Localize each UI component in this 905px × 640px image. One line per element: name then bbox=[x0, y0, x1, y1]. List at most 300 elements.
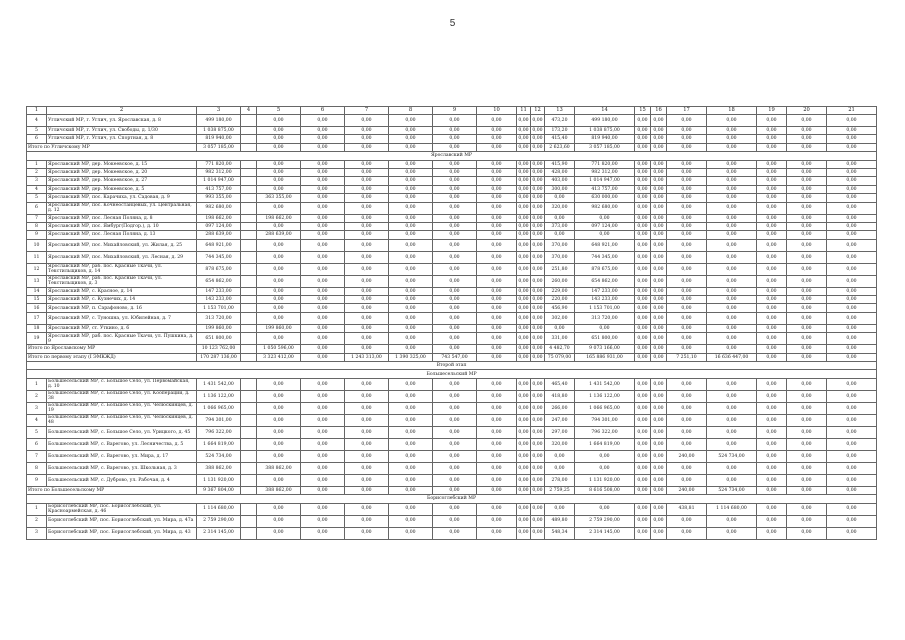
row-number-cell: 16 bbox=[27, 304, 47, 312]
value-cell: 2 314 145,00 bbox=[575, 527, 635, 539]
value-cell: 0,00 bbox=[301, 324, 345, 332]
value-cell: 0,00 bbox=[531, 390, 545, 402]
value-cell: 0,00 bbox=[257, 185, 301, 193]
value-cell: 0,00 bbox=[517, 390, 531, 402]
value-cell: 0,00 bbox=[787, 115, 827, 127]
value-cell: 0,00 bbox=[827, 426, 877, 438]
value-cell: 0,00 bbox=[301, 263, 345, 275]
value-cell: 0,00 bbox=[787, 296, 827, 304]
value-cell: 0,00 bbox=[389, 378, 433, 390]
value-cell: 0,00 bbox=[433, 135, 477, 143]
value-cell: 0,00 bbox=[301, 275, 345, 287]
value-cell: 0,00 bbox=[257, 127, 301, 135]
value-cell: 0,00 bbox=[433, 503, 477, 515]
value-cell: 878 675,00 bbox=[197, 263, 241, 275]
value-cell: 0,00 bbox=[667, 474, 707, 486]
subtotal-row bbox=[27, 353, 877, 361]
address-cell: Борисоглебский МР, пос. Борисоглебский, ул. Мира, д. 47а bbox=[47, 515, 197, 527]
value-cell: 1 136 122,00 bbox=[197, 390, 241, 402]
value-cell: 0,00 bbox=[389, 160, 433, 168]
value-cell: 0,00 bbox=[787, 503, 827, 515]
value-cell: 0,00 bbox=[787, 127, 827, 135]
value-cell bbox=[241, 135, 257, 143]
value-cell: 0,00 bbox=[345, 474, 389, 486]
value-cell: 0,00 bbox=[389, 304, 433, 312]
row-number-cell: 3 bbox=[27, 402, 47, 414]
value-cell: 415,40 bbox=[545, 135, 575, 143]
column-number-cell: 3 bbox=[197, 107, 241, 115]
value-cell: 0,00 bbox=[257, 414, 301, 426]
value-cell: 0,00 bbox=[827, 414, 877, 426]
value-cell: 247,00 bbox=[545, 414, 575, 426]
row-number-cell: 11 bbox=[27, 251, 47, 263]
value-cell: 0,00 bbox=[531, 402, 545, 414]
value-cell: 0,00 bbox=[477, 251, 517, 263]
value-cell: 0,00 bbox=[575, 231, 635, 239]
value-cell: 771 820,00 bbox=[197, 160, 241, 168]
value-cell: 0,00 bbox=[707, 426, 757, 438]
value-cell: 251,80 bbox=[545, 263, 575, 275]
value-cell: 0,00 bbox=[635, 390, 651, 402]
value-cell: 2 759 290,00 bbox=[197, 515, 241, 527]
address-cell: Большесельский МР, с. Варегово, ул. Лесничества, д. 5 bbox=[47, 438, 197, 450]
value-cell bbox=[241, 143, 257, 151]
value-cell: 0,00 bbox=[707, 194, 757, 202]
value-cell: 0,00 bbox=[301, 239, 345, 251]
value-cell: 982 312,00 bbox=[575, 168, 635, 176]
value-cell: 0,00 bbox=[433, 414, 477, 426]
value-cell: 0,00 bbox=[707, 324, 757, 332]
value-cell: 0,00 bbox=[651, 527, 667, 539]
value-cell: 1 243 313,00 bbox=[345, 353, 389, 361]
value-cell bbox=[241, 333, 257, 345]
value-cell: 147 233,00 bbox=[197, 287, 241, 295]
value-cell: 0,00 bbox=[651, 378, 667, 390]
value-cell: 0,00 bbox=[635, 503, 651, 515]
value-cell: 0,00 bbox=[707, 185, 757, 193]
value-cell: 0,00 bbox=[257, 333, 301, 345]
value-cell: 0,00 bbox=[389, 345, 433, 353]
value-cell bbox=[241, 312, 257, 324]
value-cell: 794 301,00 bbox=[575, 414, 635, 426]
value-cell: 0,00 bbox=[518, 195, 529, 201]
value-cell: 0,00 bbox=[757, 426, 787, 438]
row-number-cell: 2 bbox=[27, 515, 47, 527]
value-cell: 0,00 bbox=[635, 450, 651, 462]
row-number-cell: 9 bbox=[27, 474, 47, 486]
value-cell: 0,00 bbox=[635, 222, 651, 230]
column-number-cell: 2 bbox=[47, 107, 197, 115]
value-cell: 0,00 bbox=[517, 378, 531, 390]
value-cell: 0,00 bbox=[532, 305, 543, 311]
row-number-cell: 6 bbox=[27, 135, 47, 143]
value-cell: 0,00 bbox=[651, 438, 667, 450]
value-cell: 0,00 bbox=[477, 390, 517, 402]
value-cell: 0,00 bbox=[757, 324, 787, 332]
value-cell: 993 355,00 bbox=[197, 194, 241, 202]
column-number-cell: 15 bbox=[635, 107, 651, 115]
row-number-cell: 3 bbox=[27, 527, 47, 539]
value-cell: 0,00 bbox=[518, 346, 529, 352]
value-cell: 0,00 bbox=[301, 143, 345, 151]
value-cell: 0,00 bbox=[635, 263, 651, 275]
value-cell: 1 114 680,00 bbox=[707, 503, 757, 515]
value-cell: 796 322,00 bbox=[197, 426, 241, 438]
value-cell: 302,00 bbox=[545, 312, 575, 324]
value-cell: 0,00 bbox=[518, 144, 529, 150]
value-cell: 0,00 bbox=[707, 160, 757, 168]
value-cell: 0,00 bbox=[757, 390, 787, 402]
table-row bbox=[27, 135, 877, 143]
address-cell: Угличский МР, г. Углич, ул. Ярославская, д. 8 bbox=[47, 115, 197, 127]
value-cell: 0,00 bbox=[651, 450, 667, 462]
value-cell: 499 180,00 bbox=[197, 115, 241, 127]
address-cell: Ярославский МР, дер. Мокеевское, д. 5 bbox=[47, 185, 197, 193]
value-cell: 0,00 bbox=[301, 462, 345, 474]
value-cell: 0,00 bbox=[345, 378, 389, 390]
value-cell: 0,00 bbox=[787, 402, 827, 414]
value-cell bbox=[241, 414, 257, 426]
value-cell: 0,00 bbox=[301, 353, 345, 361]
value-cell: 0,00 bbox=[257, 115, 301, 127]
row-number-cell: 6 bbox=[27, 438, 47, 450]
address-cell: Ярославский МР, дер. Мокеевское, д. 15 bbox=[47, 160, 197, 168]
value-cell: 0,00 bbox=[635, 214, 651, 222]
value-cell: 198 662,00 bbox=[197, 214, 241, 222]
value-cell: 288 639,00 bbox=[197, 231, 241, 239]
row-number-cell: 4 bbox=[27, 185, 47, 193]
value-cell: 0,00 bbox=[257, 168, 301, 176]
address-cell: Ярославский МР, с. Туношна, ул. Юбилейная, д. 7 bbox=[47, 312, 197, 324]
value-cell: 0,00 bbox=[517, 402, 531, 414]
value-cell: 266,00 bbox=[545, 402, 575, 414]
value-cell: 1 136 122,00 bbox=[575, 390, 635, 402]
table-row bbox=[27, 194, 877, 202]
value-cell: 0,00 bbox=[827, 222, 877, 230]
value-cell: 0,00 bbox=[477, 414, 517, 426]
value-cell: 0,00 bbox=[532, 325, 543, 331]
value-cell: 0,00 bbox=[827, 527, 877, 539]
row-number-cell: 7 bbox=[27, 450, 47, 462]
value-cell: 0,00 bbox=[827, 127, 877, 135]
table-row bbox=[27, 312, 877, 324]
value-cell: 0,00 bbox=[827, 312, 877, 324]
value-cell: 173,20 bbox=[545, 127, 575, 135]
value-cell: 0,00 bbox=[667, 324, 707, 332]
value-cell: 0,00 bbox=[389, 527, 433, 539]
address-cell: Угличский МР, г. Углич, ул. Свободы, д. 1/30 bbox=[47, 127, 197, 135]
value-cell: 0,00 bbox=[757, 474, 787, 486]
row-number-cell: 18 bbox=[27, 324, 47, 332]
value-cell: 0,00 bbox=[477, 185, 517, 193]
value-cell: 0,00 bbox=[651, 333, 667, 345]
value-cell: 0,00 bbox=[787, 202, 827, 214]
value-cell: 0,00 bbox=[433, 296, 477, 304]
value-cell bbox=[241, 390, 257, 402]
value-cell: 0,00 bbox=[301, 402, 345, 414]
table-row bbox=[27, 438, 877, 450]
value-cell: 0,00 bbox=[345, 462, 389, 474]
value-cell: 0,00 bbox=[757, 115, 787, 127]
value-cell: 0,00 bbox=[707, 135, 757, 143]
value-cell: 0,00 bbox=[345, 390, 389, 402]
value-cell: 0,00 bbox=[389, 251, 433, 263]
value-cell: 0,00 bbox=[345, 527, 389, 539]
value-cell: 1 014 947,00 bbox=[197, 177, 241, 185]
value-cell: 0,00 bbox=[827, 160, 877, 168]
address-cell: Ярославский МР, п. Сарафоново, д. 16 bbox=[47, 304, 197, 312]
value-cell: 654 862,00 bbox=[575, 275, 635, 287]
value-cell: 0,00 bbox=[477, 287, 517, 295]
value-cell: 0,00 bbox=[257, 177, 301, 185]
value-cell: 524 734,00 bbox=[707, 450, 757, 462]
value-cell: 0,00 bbox=[787, 194, 827, 202]
value-cell bbox=[241, 239, 257, 251]
value-cell: 0,00 bbox=[345, 160, 389, 168]
value-cell: 0,00 bbox=[301, 168, 345, 176]
value-cell: 0,00 bbox=[345, 450, 389, 462]
value-cell: 0,00 bbox=[433, 378, 477, 390]
value-cell: 796 322,00 bbox=[575, 426, 635, 438]
value-cell: 0,00 bbox=[257, 515, 301, 527]
value-cell bbox=[241, 378, 257, 390]
table-row bbox=[27, 214, 877, 222]
value-cell: 0,00 bbox=[433, 287, 477, 295]
value-cell: 0,00 bbox=[477, 263, 517, 275]
value-cell: 388 862,00 bbox=[257, 486, 301, 494]
value-cell: 0,00 bbox=[827, 231, 877, 239]
value-cell: 0,00 bbox=[707, 251, 757, 263]
table-row bbox=[27, 527, 877, 539]
value-cell: 313 720,00 bbox=[575, 312, 635, 324]
table-row bbox=[27, 287, 877, 295]
column-number-cell: 9 bbox=[433, 107, 477, 115]
column-number-cell: 16 bbox=[651, 107, 667, 115]
value-cell: 0,00 bbox=[707, 127, 757, 135]
value-cell: 1 664 819,00 bbox=[575, 438, 635, 450]
value-cell: 0,00 bbox=[257, 222, 301, 230]
value-cell: 0,00 bbox=[827, 353, 877, 361]
value-cell: 0,00 bbox=[301, 390, 345, 402]
table-row bbox=[27, 402, 877, 414]
value-cell: 0,00 bbox=[545, 450, 575, 462]
value-cell: 0,00 bbox=[301, 115, 345, 127]
value-cell: 0,00 bbox=[667, 312, 707, 324]
value-cell: 0,00 bbox=[787, 390, 827, 402]
value-cell: 75 079,00 bbox=[545, 353, 575, 361]
value-cell: 0,00 bbox=[517, 312, 531, 324]
value-cell: 0,00 bbox=[707, 515, 757, 527]
value-cell: 147 233,00 bbox=[575, 287, 635, 295]
value-cell: 0,00 bbox=[518, 297, 529, 303]
value-cell: 0,00 bbox=[531, 263, 545, 275]
value-cell: 0,00 bbox=[433, 345, 477, 353]
value-cell: 0,00 bbox=[787, 462, 827, 474]
value-cell: 0,00 bbox=[757, 143, 787, 151]
value-cell: 0,00 bbox=[707, 402, 757, 414]
value-cell: 0,00 bbox=[389, 143, 433, 151]
row-number-cell: 1 bbox=[27, 503, 47, 515]
value-cell: 1 153 701,00 bbox=[197, 304, 241, 312]
value-cell: 0,00 bbox=[531, 202, 545, 214]
value-cell: 0,00 bbox=[477, 115, 517, 127]
value-cell: 0,00 bbox=[545, 324, 575, 332]
value-cell: 0,00 bbox=[827, 275, 877, 287]
value-cell: 0,00 bbox=[787, 231, 827, 239]
value-cell: 0,00 bbox=[433, 115, 477, 127]
value-cell: 0,00 bbox=[257, 304, 301, 312]
value-cell bbox=[241, 127, 257, 135]
value-cell: 0,00 bbox=[787, 333, 827, 345]
value-cell: 0,00 bbox=[345, 324, 389, 332]
value-cell: 0,00 bbox=[707, 115, 757, 127]
value-cell: 456,90 bbox=[545, 304, 575, 312]
value-cell: 0,00 bbox=[531, 527, 545, 539]
value-cell: 0,00 bbox=[827, 345, 877, 353]
value-cell: 0,00 bbox=[757, 527, 787, 539]
value-cell: 0,00 bbox=[301, 527, 345, 539]
value-cell: 0,00 bbox=[651, 231, 667, 239]
value-cell: 0,00 bbox=[531, 333, 545, 345]
value-cell: 0,00 bbox=[635, 345, 651, 353]
value-cell: 744 345,00 bbox=[197, 251, 241, 263]
value-cell: 0,00 bbox=[667, 231, 707, 239]
value-cell: 0,00 bbox=[635, 333, 651, 345]
value-cell: 0,00 bbox=[707, 296, 757, 304]
value-cell: 0,00 bbox=[635, 324, 651, 332]
value-cell: 0,00 bbox=[787, 214, 827, 222]
column-number-cell: 21 bbox=[827, 107, 877, 115]
value-cell: 0,00 bbox=[389, 333, 433, 345]
value-cell: 3 057 185,00 bbox=[575, 143, 635, 151]
value-cell: 370,00 bbox=[545, 239, 575, 251]
table-row bbox=[27, 251, 877, 263]
value-cell: 0,00 bbox=[433, 438, 477, 450]
value-cell: 0,00 bbox=[651, 214, 667, 222]
value-cell: 0,00 bbox=[477, 378, 517, 390]
value-cell: 0,00 bbox=[667, 333, 707, 345]
value-cell: 0,00 bbox=[301, 345, 345, 353]
value-cell: 0,00 bbox=[651, 515, 667, 527]
address-cell: Ярославский МР, с. Кузнечих, д. 14 bbox=[47, 296, 197, 304]
value-cell: 320,00 bbox=[545, 438, 575, 450]
value-cell: 0,00 bbox=[531, 450, 545, 462]
value-cell: 0,00 bbox=[433, 202, 477, 214]
column-number-row bbox=[27, 107, 877, 115]
value-cell: 0,00 bbox=[517, 275, 531, 287]
column-number-cell: 18 bbox=[707, 107, 757, 115]
value-cell: 0,00 bbox=[517, 263, 531, 275]
value-cell: 0,00 bbox=[531, 414, 545, 426]
value-cell: 0,00 bbox=[257, 426, 301, 438]
value-cell bbox=[241, 515, 257, 527]
value-cell: 0,00 bbox=[345, 214, 389, 222]
value-cell: 0,00 bbox=[707, 287, 757, 295]
value-cell: 0,00 bbox=[389, 194, 433, 202]
column-number-cell: 14 bbox=[575, 107, 635, 115]
subtotal-label: Итого по первому этапу (I ЭМКЖД) bbox=[27, 353, 197, 361]
value-cell: 0,00 bbox=[635, 414, 651, 426]
column-number-cell: 6 bbox=[301, 107, 345, 115]
value-cell: 0,00 bbox=[477, 474, 517, 486]
row-number-cell: 7 bbox=[27, 214, 47, 222]
value-cell: 0,00 bbox=[667, 251, 707, 263]
address-cell: Ярославский МР, ст. Уткино, д. 6 bbox=[47, 324, 197, 332]
value-cell: 743 547,00 bbox=[433, 353, 477, 361]
value-cell: 0,00 bbox=[345, 135, 389, 143]
value-cell: 0,00 bbox=[575, 503, 635, 515]
value-cell: 0,00 bbox=[301, 450, 345, 462]
value-cell: 403,00 bbox=[545, 177, 575, 185]
value-cell bbox=[241, 450, 257, 462]
subtotal-row bbox=[27, 486, 877, 494]
value-cell: 0,00 bbox=[707, 333, 757, 345]
value-cell: 0,00 bbox=[433, 214, 477, 222]
row-number-cell: 9 bbox=[27, 231, 47, 239]
value-cell: 0,00 bbox=[707, 345, 757, 353]
value-cell: 0,00 bbox=[257, 143, 301, 151]
value-cell: 0,00 bbox=[301, 177, 345, 185]
value-cell: 0,00 bbox=[827, 390, 877, 402]
value-cell: 0,00 bbox=[787, 515, 827, 527]
value-cell: 0,00 bbox=[389, 474, 433, 486]
value-cell: 0,00 bbox=[301, 503, 345, 515]
value-cell: 1 050 596,00 bbox=[257, 345, 301, 353]
value-cell: 199 860,00 bbox=[257, 324, 301, 332]
value-cell: 0,00 bbox=[345, 426, 389, 438]
table-row bbox=[27, 127, 877, 135]
value-cell: 0,00 bbox=[433, 168, 477, 176]
address-cell: Ярославский МР, раб. пос. Красные Ткачи, ул. Пушкина, д. 9 bbox=[47, 333, 197, 345]
value-cell: 465,40 bbox=[545, 378, 575, 390]
value-cell: 0,00 bbox=[787, 275, 827, 287]
value-cell: 0,00 bbox=[433, 515, 477, 527]
value-cell: 0,00 bbox=[301, 194, 345, 202]
value-cell: 1 664 819,00 bbox=[197, 438, 241, 450]
value-cell: 0,00 bbox=[787, 239, 827, 251]
value-cell: 0,00 bbox=[517, 333, 531, 345]
value-cell: 0,00 bbox=[707, 177, 757, 185]
value-cell: 10 123 762,00 bbox=[197, 345, 241, 353]
value-cell: 0,00 bbox=[345, 185, 389, 193]
value-cell: 0,00 bbox=[477, 402, 517, 414]
value-cell: 0,00 bbox=[301, 378, 345, 390]
value-cell: 0,00 bbox=[827, 239, 877, 251]
value-cell: 0,00 bbox=[827, 177, 877, 185]
value-cell: 0,00 bbox=[635, 462, 651, 474]
value-cell: 0,00 bbox=[532, 128, 543, 134]
value-cell: 0,00 bbox=[531, 239, 545, 251]
value-cell: 0,00 bbox=[389, 168, 433, 176]
value-cell: 0,00 bbox=[757, 251, 787, 263]
value-cell: 0,00 bbox=[301, 438, 345, 450]
value-cell: 9 073 166,00 bbox=[575, 345, 635, 353]
address-cell: Большесельский МР, с. Большое Село, ул. Кооперации, д. 38 bbox=[47, 390, 197, 402]
row-number-cell: 6 bbox=[27, 202, 47, 214]
value-cell: 0,00 bbox=[635, 474, 651, 486]
value-cell: 0,00 bbox=[757, 515, 787, 527]
value-cell: 0,00 bbox=[757, 503, 787, 515]
value-cell: 0,00 bbox=[477, 194, 517, 202]
address-cell: Большесельский МР, с. Большое Село, ул. Урицкого, д. 45 bbox=[47, 426, 197, 438]
table-row bbox=[27, 503, 877, 515]
value-cell: 0,00 bbox=[757, 296, 787, 304]
address-cell: Ярославский МР, раб. пос. Красные Ткачи, ул. Текстильщиков, д. 14 bbox=[47, 263, 197, 275]
value-cell: 0,00 bbox=[518, 288, 529, 294]
value-cell: 0,00 bbox=[477, 333, 517, 345]
row-number-cell: 10 bbox=[27, 239, 47, 251]
value-cell: 0,00 bbox=[827, 194, 877, 202]
